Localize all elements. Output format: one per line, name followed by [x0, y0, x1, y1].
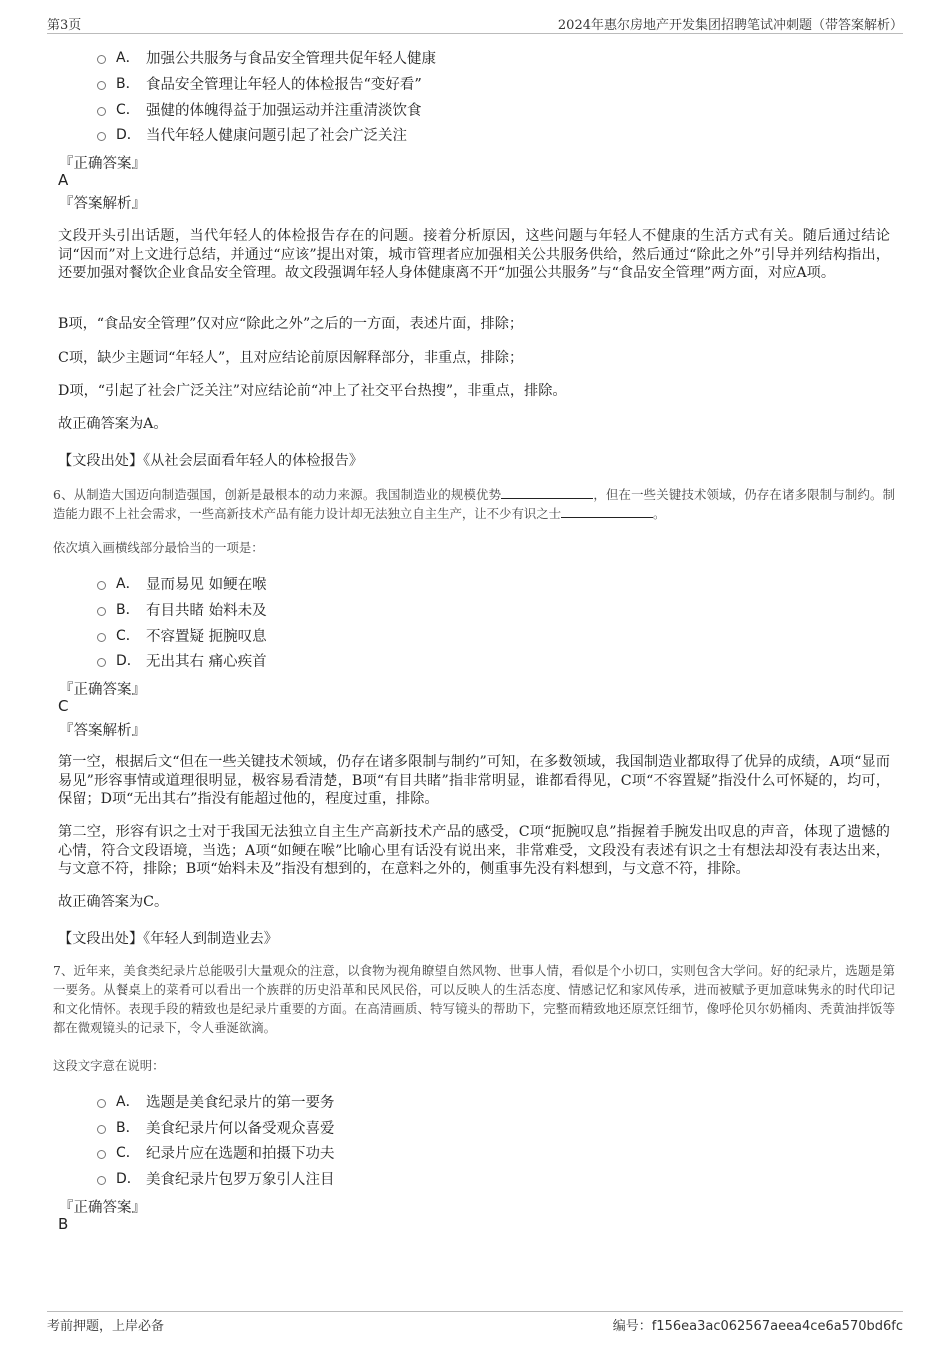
q6-option-b[interactable]: B． 有目共睹 始料未及 [97, 597, 267, 621]
q6-source: 【文段出处】《年轻人到制造业去》 [58, 931, 278, 947]
document-title: 2024年惠尔房地产开发集团招聘笔试冲刺题（带答案解析） [557, 18, 903, 33]
footer-slogan: 考前押题，上岸必备 [47, 1319, 165, 1334]
q6-analysis-first-blank: 第一空，根据后文“但在一些关键技术领域，仍存在诸多限制与制约”可知，在多数领域，我国制造业都取得了优异的成绩，A项“显而易见”形容事情或道理很明显，极容易看清楚，B项“有目共睹”指非常明显，谁都看得见，C项“不容置疑”指没什么可怀疑的，均可，保留；D项“无出其右”指没有能超过他的，程度过重，排除。 [58, 754, 890, 807]
q7-option-c[interactable]: C． 纪录片应在选题和拍摄下功夫 [97, 1140, 335, 1164]
q7-answer: B [58, 1215, 69, 1233]
radio-icon[interactable] [97, 81, 106, 90]
q6-option-a[interactable]: A． 显而易见 如鲠在喉 [97, 571, 267, 595]
q5-analysis-c: C项，缺少主题词“年轻人”，且对应结论前原因解释部分，非重点，排除； [58, 350, 524, 366]
page-number: 第3页 [47, 18, 82, 33]
q6-option-d[interactable]: D． 无出其右 痛心疾首 [97, 648, 267, 672]
radio-icon[interactable] [97, 1150, 106, 1159]
analysis-label: 『答案解析』 [59, 196, 146, 212]
header-divider [47, 33, 903, 34]
document-code: 编号：f156ea3ac062567aeea4ce6a570bd6fc [612, 1319, 903, 1334]
q5-option-d[interactable]: D． 当代年轻人健康问题引起了社会广泛关注 [97, 122, 407, 146]
q6-option-c[interactable]: C． 不容置疑 扼腕叹息 [97, 623, 267, 647]
radio-icon[interactable] [97, 1099, 106, 1108]
analysis-label: 『答案解析』 [59, 723, 146, 739]
q5-analysis-d: D项，“引起了社会广泛关注”对应结论前“冲上了社交平台热搜”，非重点，排除。 [58, 383, 567, 399]
q6-answer: C [58, 697, 69, 715]
q5-option-c[interactable]: C． 强健的体魄得益于加强运动并注重清淡饮食 [97, 97, 422, 121]
q7-option-a[interactable]: A． 选题是美食纪录片的第一要务 [97, 1089, 335, 1113]
correct-answer-label: 『正确答案』 [59, 156, 146, 172]
q5-source: 【文段出处】《从社会层面看年轻人的体检报告》 [58, 453, 364, 469]
radio-icon[interactable] [97, 1125, 106, 1134]
blank-line [501, 486, 593, 499]
radio-icon[interactable] [97, 1176, 106, 1185]
q6-conclusion: 故正确答案为C。 [58, 894, 169, 910]
q5-option-a[interactable]: A． 加强公共服务与食品安全管理共促年轻人健康 [97, 45, 436, 69]
q5-answer: A [58, 171, 69, 189]
q5-analysis-main: 文段开头引出话题，当代年轻人的体检报告存在的问题。接着分析原因，这些问题与年轻人不健康的生活方式有关。随后通过结论词“因而”对上文进行总结，并通过“应该”提出对策，城市管理者应加强相关公共服务供给，然后通过“除此之外”引导并列结构指出，还要加强对餐饮企业食品安全管理。故文段强调年轻人身体健康离不开“加强公共服务”与“食品安全管理”两方面，对应A项。 [58, 228, 890, 281]
q7-option-d[interactable]: D． 美食纪录片包罗万象引人注目 [97, 1166, 335, 1190]
radio-icon[interactable] [97, 55, 106, 64]
q5-analysis-b: B项，“食品安全管理”仅对应“除此之外”之后的一方面，表述片面，排除； [58, 316, 524, 332]
q6-stem: 6、从制造大国迈向制造强国，创新是最根本的动力来源。我国制造业的规模优势 ，但在一些关键技术领域，仍存在诸多限制与制约。制造能力跟不上社会需求，一些高新技术产品有能力设计却无法独立自主生产，让不少有识之士 。 [53, 487, 896, 521]
correct-answer-label: 『正确答案』 [59, 682, 146, 698]
footer-divider [47, 1311, 903, 1312]
page-header [47, 14, 903, 34]
radio-icon[interactable] [97, 658, 106, 667]
q7-option-b[interactable]: B． 美食纪录片何以备受观众喜爱 [97, 1115, 335, 1139]
blank-line [561, 505, 653, 518]
q5-conclusion: 故正确答案为A。 [58, 416, 168, 432]
radio-icon[interactable] [97, 107, 106, 116]
correct-answer-label: 『正确答案』 [59, 1200, 146, 1216]
radio-icon[interactable] [97, 132, 106, 141]
radio-icon[interactable] [97, 607, 106, 616]
radio-icon[interactable] [97, 633, 106, 642]
q6-prompt: 依次填入画横线部分最恰当的一项是： [53, 540, 264, 555]
radio-icon[interactable] [97, 581, 106, 590]
q7-prompt: 这段文字意在说明： [53, 1058, 165, 1073]
q7-stem: 7、近年来，美食类纪录片总能吸引大量观众的注意，以食物为视角瞭望自然风物、世事人情，看似是个小切口，实则包含大学问。好的纪录片，选题是第一要务。从餐桌上的菜肴可以看出一个族群的历史沿革和民风民俗，可以反映人的生活态度、情感记忆和家风传承，进而被赋予更加意味隽永的时代印记和文化情怀。表现手段的精致也是纪录片重要的方面。在高清画质、特写镜头的帮助下，完整而精致地还原烹饪细节，像呼伦贝尔奶桶肉、秃黄油拌饭等都在微观镜头的记录下，令人垂涎欲滴。 [53, 963, 895, 1035]
q5-option-b[interactable]: B． 食品安全管理让年轻人的体检报告“变好看” [97, 71, 422, 95]
q6-analysis-second-blank: 第二空，形容有识之士对于我国无法独立自主生产高新技术产品的感受，C项“扼腕叹息”指握着手腕发出叹息的声音，体现了遗憾的心情，符合文段语境，当选；A项“如鲠在喉”比喻心里有话没有说出来，非常难受，文段没有表述有识之士有想法却没有表达出来，与文意不符，排除；B项“始料未及”指没有想到的，在意料之外的，侧重事先没有料想到，与文意不符，排除。 [58, 824, 890, 877]
